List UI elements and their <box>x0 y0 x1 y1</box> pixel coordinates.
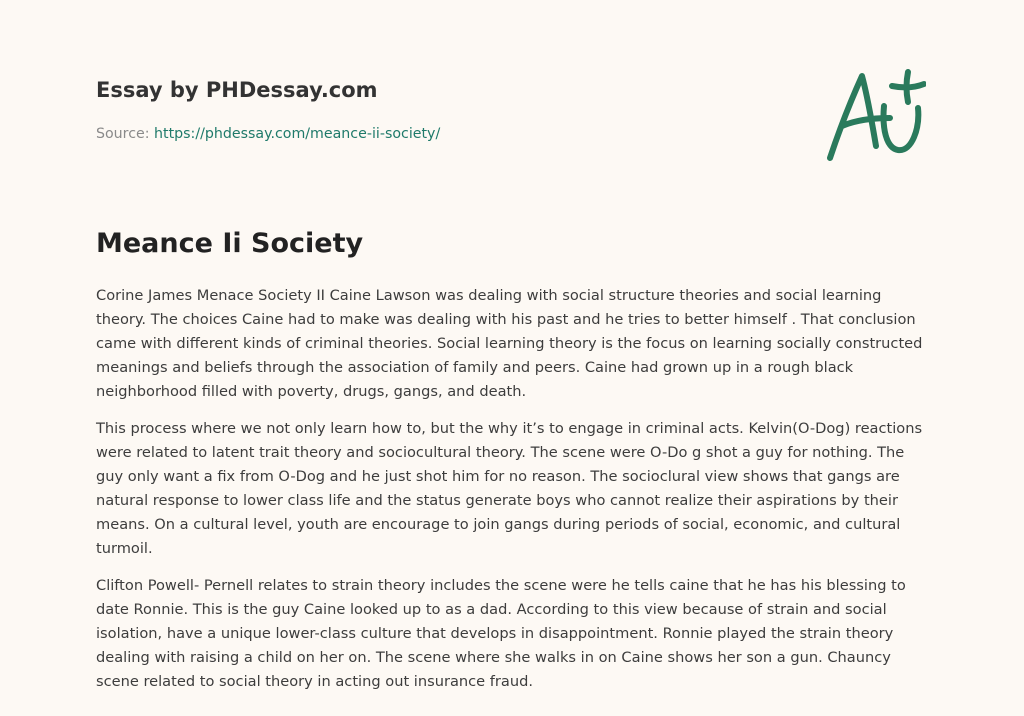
source-label: Source: <box>96 126 155 142</box>
source-line <box>96 124 696 144</box>
paragraph: Corine James Menace Society II Caine Lawson was dealing with social structure theories and social learning theory. The choices Caine had to make was dealing with his past and he tries to better himself . That conclusion came with different kinds of criminal theories. Social learning theory is the focus on learning socially constructed meanings and beliefs through the association of family and peers. Caine had grown up in a rough black neighborhood filled with poverty, drugs, gangs, and death. <box>96 287 923 400</box>
paragraph: This process where we not only learn how to, but the why it’s to engage in criminal acts. Kelvin(O-Dog) reactions were related to latent trait theory and sociocultural theory. The scene were O-Do g shot a guy for nothing. The guy only want a fix from O-Dog and he just shot him for no reason. The socioclural view shows that gangs are natural response to lower class life and the status generate boys who cannot realize their aspirations by their means. On a cultural level, youth are encourage to join gangs during periods of social, economic, and cultural turmoil. <box>96 420 923 557</box>
essay-body <box>96 284 932 707</box>
paragraph: Clifton Powell- Pernell relates to strain theory includes the scene were he tells caine that he has his blessing to date Ronnie. This is the guy Caine looked up to as a dad. According to this view because of strain and social isolation, have a unique lower-class culture that develops in disappointment. Ronnie played the strain theory dealing with raising a child on her on. The scene where she walks in on Caine shows her son a gun. Chauncy scene related to social theory in acting out insurance fraud. <box>96 577 906 690</box>
site-brand: Essay by PHDessay.com <box>96 78 378 102</box>
essay-title: Meance Ii Society <box>96 228 364 259</box>
essay-header <box>96 76 696 144</box>
source-link[interactable]: https://phdessay.com/meance-ii-society/ <box>154 126 441 142</box>
a-plus-grade-icon <box>822 68 926 164</box>
